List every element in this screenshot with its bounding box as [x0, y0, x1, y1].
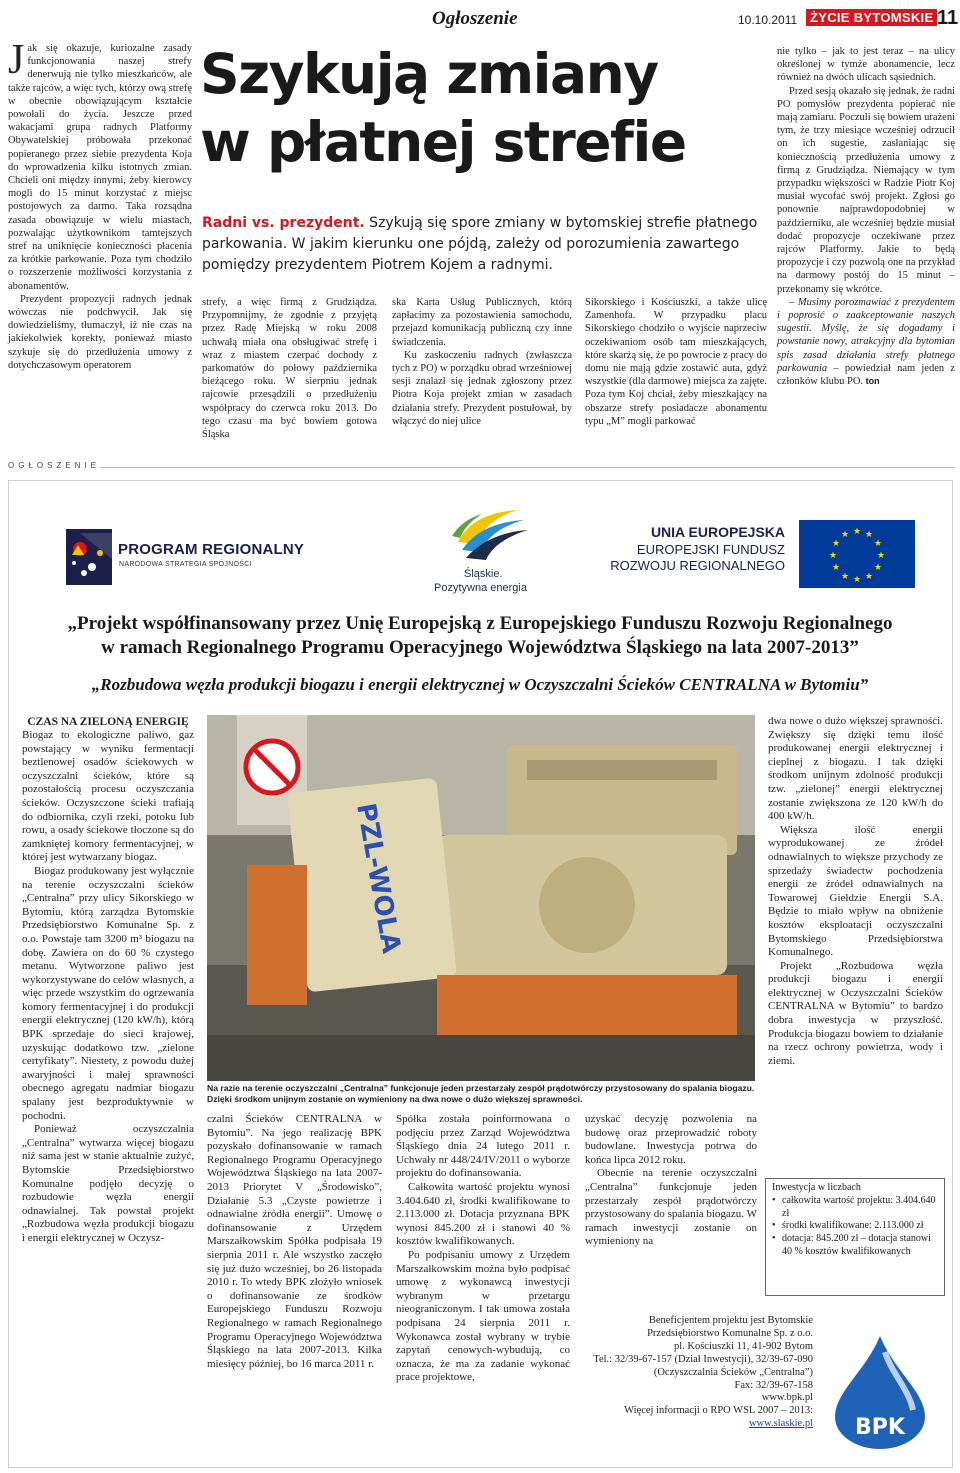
logo-subtext: NARODOWA STRATEGIA SPÓJNOŚCI	[119, 561, 252, 568]
advert-paragraph: Projekt „Rozbudowa węzła produkcji biogazu i energii elektrycznej w Oczyszczalni Ścieków CENTRALNA w Bytomiu” to bardzo dobra inwestycja w przyszłość. Produkcja biogazu bowiem to działanie na rzecz ochrony powietrza, wody i ziemi.	[768, 959, 943, 1067]
svg-text:★: ★	[864, 530, 874, 540]
slaskie-wave-icon	[428, 502, 558, 568]
list-item: • dotacja: 845.200 zł – dotacja stanowi 40 % kosztów kwalifikowanych	[772, 1233, 938, 1259]
svg-text:★: ★	[873, 539, 883, 549]
list-item: • środki kwalifikowane: 2.113.000 zł	[772, 1220, 938, 1233]
eu-subtitle: ROZWOJU REGIONALNEGO	[610, 558, 785, 573]
project-funding-statement: „Projekt współfinansowany przez Unię Europejską z Europejskiego Funduszu Rozwoju Regionalnego w ramach Regionalnego Programu Operacyjnego Województwa Śląskiego na lata 2007-2013”	[67, 613, 893, 658]
article-paragraph: nie tylko – jak to jest teraz – na ulicy określonej w tymże abonamencie, lecz również na dwóch ulicach sąsiednich.	[777, 46, 955, 84]
advert-column-right	[768, 715, 943, 1068]
advert-paragraph: Większa ilość energii wyprodukowanej ze źródeł odnawialnych to większe przychody ze sprzedaży świadectw pochodzenia energii ze źródeł odnawialnych na Towarowej Giełdzie Energii S.A. Będzie to miało wpływ na obniżenie kosztów eksploatacji oczyszczalni Bytomskiego Przedsiębiorstwa Komunalnego.	[768, 823, 943, 959]
issue-date: 10.10.2011	[738, 13, 798, 27]
masthead-logo: ŻYCIE BYTOMSKIE	[806, 9, 937, 26]
logo-text: Śląskie.	[464, 568, 503, 580]
article-column-4	[585, 296, 767, 428]
investment-box	[765, 1178, 945, 1296]
generator-illustration	[207, 715, 755, 1081]
advert-paragraph: dwa nowe o dużo większej sprawności. Zwiększy się dzięki temu ilość produkowanej energii elektrycznej i cieplnej z biogazu. I tak dzięki środkom unijnym zdolność produkcji tzw. „zielonej” energii elektrycznej zostanie zwiększona ze 120 kW/h do 400 kW/h.	[768, 715, 943, 823]
article-lead	[202, 213, 777, 276]
advert-column-mid3	[585, 1113, 757, 1249]
article-paragraph: – Musimy porozmawiać z prezydentem i poprosić o zaakceptowanie naszych sugestii. Myślę, że się dogadamy i powstanie nowy, atrakcyjny dla bytomian spis zasad działania strefy płatnego parkowania – powiedział nam jeden z członków klubu PO. ton	[777, 296, 955, 388]
svg-text:★: ★	[852, 575, 862, 585]
advert-paragraph: Biogaz produkowany jest wyłącznie na terenie oczyszczalni ścieków „Centralna” przy ulicy Sikorskiego w Bytomiu, którą zarządza Bytomskie Przedsiębiorstwo Komunalne Sp. z o.o. Powstaje tam 3200 m³ biogazu na dobę. Zawiera on do 60 % czystego metanu. Wytworzone paliwo jest wykorzystywane do celów własnych, a więc przede wszystkim do ogrzewania komory fermentacyjnej i do produkcji energii elektrycznej (120 kW/h), którą BPK sprzedaje do sieci krajowej, uzyskując dodatkowo tzw. „zielone certyfikaty”. Niestety, z powodu dużej awaryjności i małej sprawności obecnego agregatu nadmiar biogazu spalany jest bezproduktywnie w pochodni.	[22, 864, 194, 1122]
eu-flag-icon	[799, 520, 915, 588]
article-column-3	[392, 296, 572, 428]
bpk-logo-icon	[825, 1332, 935, 1452]
advert-paragraph: Biogaz to ekologiczne paliwo, gaz powstający w wyniku fermentacji beztlenowej osadów ściekowych w oczyszczalni ścieków, które są pozostałością procesu oczyszczania ścieków. Oczyszczone ścieki trafiają do odbiornika, czyli rzeki, potoku lub rowu, a osady ściekowe tłoczone są do zamkniętej komory fermentacyjnej, w której jest wytwarzany biogaz.	[22, 729, 194, 864]
advert-column-mid2	[396, 1113, 570, 1385]
advert-paragraph: czalni Ścieków CENTRALNA w Bytomiu”. Na jego realizację BPK pozyskało dofinansowanie w ramach Regionalnego Programu Operacyjnego Województwa Śląskiego na lata 2007-2013 Priorytet V „Środowisko”, Działanie 5.3 „Czyste powietrze i odnawialne źródła energii”. Umowę o dofinansowanie z Urzędem Marszałkowskim Spółka podpisała 19 sierpnia 2011 r. Ale wszystko zaczęło się już dużo wcześniej, bo 26 listopada 2010 r. To wtedy BPK złożyło wniosek o dofinansowanie ze środków Europejskiego Funduszu Rozwoju Regionalnego w ramach Regionalnego Programu Operacyjnego Województwa Śląskiego na lata 2007-2013. Kilka miesięcy później, bo 16 marca 2011 r.	[207, 1113, 382, 1370]
eu-subtitle: EUROPEJSKI FUNDUSZ	[636, 542, 785, 557]
article-paragraph: Prezydent propozycji radnych jednak wówczas nie podchwycił. Jak się dowiedzieliśmy, tłumaczył, iż nie czas na jakiekolwiek korekty, ponieważ miasto szykuje się do przedłużenia umowy z dotychczasowym operatorem	[8, 293, 192, 371]
logo-tagline: Pozytywna energia	[434, 582, 527, 594]
svg-text:★: ★	[864, 572, 874, 582]
svg-text:★: ★	[840, 572, 850, 582]
page-header	[200, 6, 959, 34]
article-column-2	[202, 296, 377, 441]
section-label: Ogłoszenie	[432, 8, 518, 29]
page-number: 11	[937, 7, 959, 29]
list-item: • całkowita wartość projektu: 3.404.640 zł	[772, 1195, 938, 1221]
slaskie-link[interactable]: www.slaskie.pl	[748, 1418, 813, 1430]
svg-text:★: ★	[828, 551, 838, 561]
program-regionalny-logo	[62, 525, 312, 595]
drop-cap: J	[8, 37, 25, 83]
article-paragraph: Ku zaskoczeniu radnych (zwłaszcza tych z PO) w porządku obrad wrześniowej sesji znalazł się jednak zgłoszony przez Piotra Koja projekt zmian w zasadach działania strefy. Prezydent postułował, by włączyć do niej ulice	[392, 349, 572, 427]
svg-text:★: ★	[852, 527, 862, 537]
advert-paragraph: Całkowita wartość projektu wynosi 3.404.640 zł, środki kwalifikowane to 2.113.000 zł. Dotacja przyznana BPK wynosi 845.200 zł i stanowi 40 % kosztów kwalifikowanych.	[396, 1180, 570, 1248]
investment-list	[772, 1195, 938, 1259]
logo-text: PROGRAM REGIONALNY	[118, 541, 305, 558]
beneficiary-info: Beneficjentem projektu jest Bytomskie Przedsiębiorstwo Komunalne Sp. z o.o. pl. Kościuszki 11, 41-902 Bytom Tel.: 32/39-67-157 (Dział Inwestycji), 32/39-67-090 (Oczyszczalnia Ścieków „Centralna”) Fax: 32/39-67-158 www.bpk.pl Więcej informacji o RPO WSL 2007 – 2013: www.slaskie.pl	[593, 1315, 813, 1430]
svg-text:★: ★	[876, 551, 886, 561]
bpk-logo-text: BPK	[855, 1415, 905, 1440]
quote: – Musimy porozmawiać z prezydentem i poprosić o zaakceptowanie naszych sugestii. Myślę, że się dogadamy i powstanie nowy, atrakcyjny dla bytomian spis zasad działania strefy płatnego parkowania	[777, 296, 955, 374]
advert-paragraph: uzyskać decyzję pozwolenia na budowę oraz przeprowadzić roboty budowlane. Inwestycja potrwa do końca lipca 2012 roku.	[585, 1113, 757, 1166]
article-paragraph: Przed sesją okazało się jednak, że radni PO pomysłów prezydenta popierać nie mają zamiaru. Poczuli się bowiem urażeni tym, że trzy miesiące wcześniej odrzucił on ich sugestie, zasłaniając się koniecznością przedłużenia umowy z firmą z Grudziądza. Niemający w tym przypadku większości w Radzie Piotr Koj musiał wycofać swój projekt. Zgłosi go ponownie najprawdopodobniej w październiku, ale wcześniej będzie musiał dodać propozycje oczekiwane przez rajców Platformy. Jakie to będą propozycje i czy pozwolą one na przykład na darmowy postój do 15 minut – przekonamy się wkrótce.	[777, 85, 955, 295]
advert-column-left	[22, 715, 194, 1246]
advert-paragraph: Obecnie na terenie oczyszczalni „Centralna” funkcjonuje jeden przestarzały zespół prądotwórczy przystosowany do spalania biogazu. W ramach inwestycji zostanie on wymieniony na	[585, 1167, 757, 1248]
photo-caption: Na razie na terenie oczyszczalni „Centralna” funkcjonuje jeden przestarzały zespół prądotwórczy przystosowany do spalania biogazu. Dzięki środkom unijnym zostanie on wymieniony na dwa nowe o dużo większej sprawności.	[207, 1083, 755, 1104]
eu-logo	[610, 520, 915, 590]
photo-label: PZL-WOLA	[350, 801, 406, 956]
lead-text: Szykują się spore zmiany w bytomskiej strefie płatnego parkowania. W jakim kierunku one pójdą, zależy od porozumienia zawartego pomiędzy prezydentem Piotrem Kojem a radnymi.	[202, 215, 758, 273]
advert-heading: CZAS NA ZIELONĄ ENERGIĘ	[27, 716, 189, 728]
divider	[100, 467, 955, 468]
eu-title: UNIA EUROPEJSKA	[650, 524, 785, 540]
program-regionalny-icon	[62, 525, 116, 589]
advert-label: OGŁOSZENIE	[8, 461, 101, 470]
article-paragraph: Sikorskiego i Kościuszki, a także ulicę Zamenhofa. W przypadku placu Sikorskiego chodziło o wyjście naprzeciw oczekiwaniom osób tam mieszkających, które skarżą się, że po powrocie z pracy do domu nie mają gdzie zostawić auta, gdyż wszystkie (dla darmowe) miejsca za zajęte. Poza tym Koj chciał, żeby mieszkający na obszarze strefy posiadacze abonamentu typu „M” mogli parkować	[585, 297, 767, 427]
slaskie-logo	[428, 502, 558, 598]
svg-text:★: ★	[831, 563, 841, 573]
byline: ton	[865, 376, 880, 387]
article-column-5	[777, 45, 955, 388]
svg-text:★: ★	[831, 539, 841, 549]
advert-paragraph: Spółka została poinformowana o podjęciu przez Zarząd Województwa Śląskiego dnia 24 lutego 2011 r. Uchwały nr 448/24/IV/2011 o wyborze projektu do dofinansowania.	[396, 1113, 570, 1180]
article-paragraph: ska Karta Usług Publicznych, którą zapłacimy za pozostawienia samochodu, przejazd komunikacją publiczną czy inne świadczenia.	[392, 297, 572, 348]
advert-column-mid1	[207, 1113, 382, 1371]
svg-text:★: ★	[840, 530, 850, 540]
lead-kicker: Radni vs. prezydent.	[202, 215, 365, 231]
article-paragraph: Jak się okazuje, kuriozalne zasady funkcjonowania naszej strefy denerwują nie tylko mieszkańców, ale także rajców, a więc tych, którzy ową strefę w obecnie obowiązującym kształcie powołali do życia. Jeszcze przed wakacjami grupa radnych Platformy Obywatelskiej próbowała przekonać popieranego przez siebie prezydenta Koja do wprowadzenia kilku istotnych zmian. Chcieli oni między innymi, żeby kierowcy mogli do 15 minut korzystać z miejsc postojowych za darmo. Taka rozsądna zasada obowiązuje w wielu miastach, pozwalając użytkownikom tamtejszych stref na uniknięcie konieczności płacenia za krótkie parkowanie. Poza tym chodziło o rozszerzenie możliwości korzystania z abonamentów.	[8, 37, 192, 292]
investment-box-title: Inwestycja w liczbach	[772, 1182, 861, 1193]
advert-paragraph: Po podpisaniu umowy z Urzędem Marszałkowskim można było podpisać umowę z wykonawcą inwestycji wybranym w przetargu nieograniczonym. I tak umowa została podpisana 24 sierpnia 2011 r. Wykonawca został wybrany w trybie zapytań cenowych-wybudują, co oznacza, że ma za zadanie wykonać prace projektowe,	[396, 1248, 570, 1384]
article-headline: Szykują zmiany w płatnej strefie	[200, 42, 686, 174]
article-paragraph: strefy, a więc firmą z Grudziądza. Przypomnijmy, że zgodnie z przyjętą przez Radę Miejską w roku 2008 uchwałą miała ona obsługiwać strefę i wraz z miastem czerpać dochody z parkomatów do połowy października bieżącego roku. W sierpniu jednak rajcowie przesądzili o przedłużeniu współpracy do czerwca roku 2013. Do tego czasu ma być bowiem gotowa Śląska	[202, 297, 377, 441]
project-name: „Rozbudowa węzła produkcji biogazu i energii elektrycznej w Oczyszczalni Ścieków CENTRALNA w Bytomiu”	[91, 675, 869, 694]
svg-text:★: ★	[873, 563, 883, 573]
article-column-1	[8, 37, 192, 372]
generator-photo	[207, 715, 755, 1081]
advert-paragraph: Ponieważ oczyszczalnia „Centralna” wytwarza więcej biogazu niż sama jest w stanie aktualnie zużyć, Bytomskie Przedsiębiorstwo Komunalne podjęło decyzję o rozbudowie węzła energii odnawialnej. Tak powstał projekt „Rozbudowa węzła produkcji biogazu i energii elektrycznej w Oczysz-	[22, 1123, 194, 1244]
